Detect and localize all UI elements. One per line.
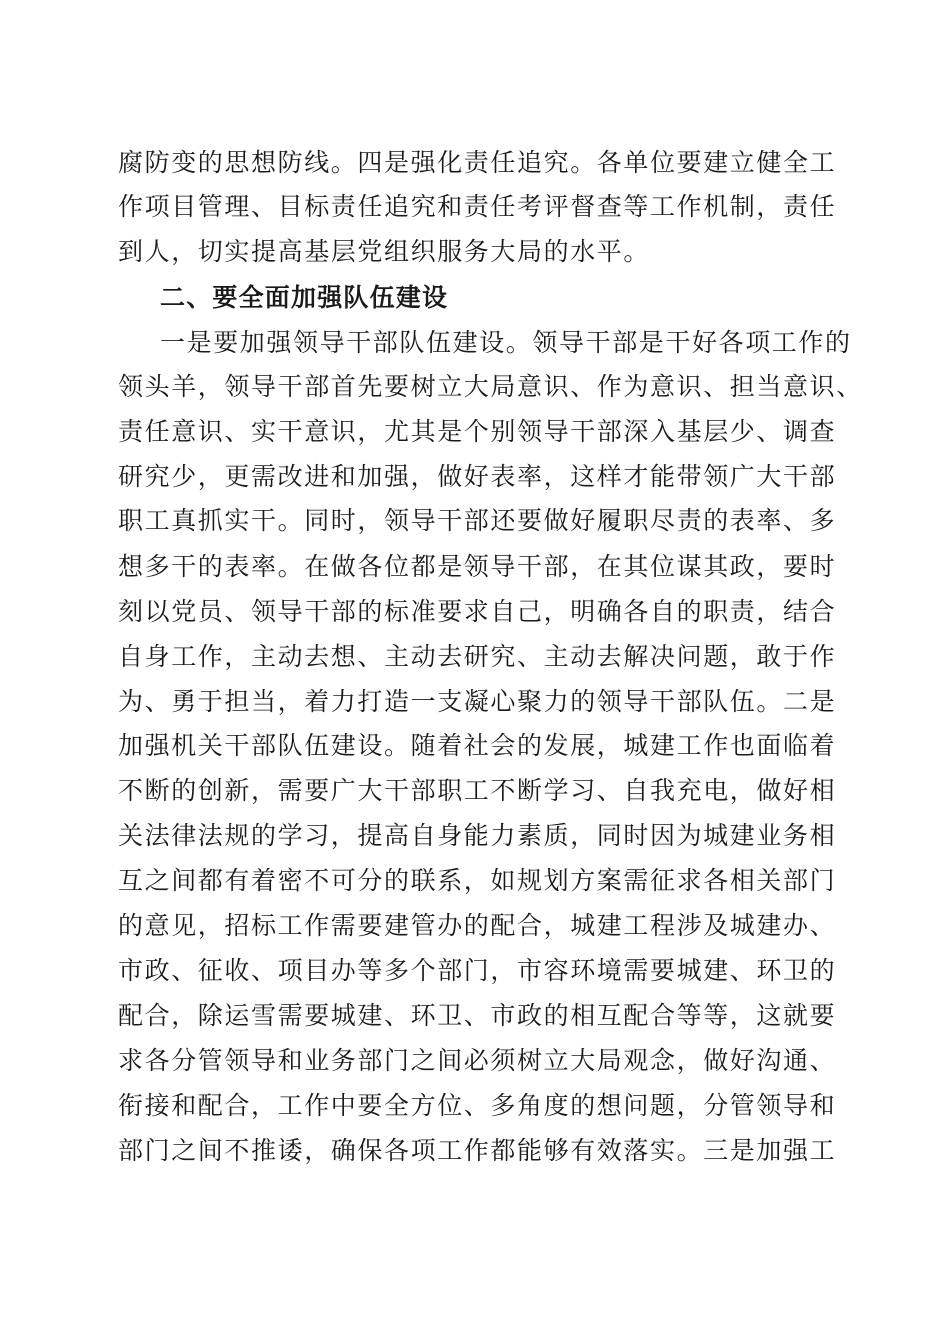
paragraph-line: 作项目管理、目标责任追究和责任考评督查等工作机制，责任 (118, 192, 837, 221)
paragraph-line: 刻以党员、领导干部的标准要求自己，明确各自的职责，结合 (118, 597, 837, 626)
paragraph-line: 的意见，招标工作需要建管办的配合，城建工程涉及城建办、 (118, 911, 837, 940)
paragraph-line: 为、勇于担当，着力打造一支凝心聚力的领导干部队伍。二是 (118, 687, 837, 716)
paragraph-line: 职工真抓实干。同时，领导干部还要做好履职尽责的表率、多 (118, 506, 837, 535)
paragraph-line: 一是要加强领导干部队伍建设。领导干部是干好各项工作的 (160, 328, 852, 357)
paragraph-line: 到人，切实提高基层党组织服务大局的水平。 (118, 237, 651, 266)
paragraph-line: 衔接和配合，工作中要全方位、多角度的想问题，分管领导和 (118, 1091, 837, 1120)
paragraph-line: 部门之间不推诿，确保各项工作都能够有效落实。三是加强工 (118, 1136, 837, 1165)
paragraph-line: 领头羊，领导干部首先要树立大局意识、作为意识、担当意识、 (118, 372, 863, 401)
paragraph-line: 责任意识、实干意识，尤其是个别领导干部深入基层少、调查 (118, 417, 837, 446)
paragraph-line: 加强机关干部队伍建设。随着社会的发展，城建工作也面临着 (118, 731, 837, 760)
paragraph-line: 配合，除运雪需要城建、环卫、市政的相互配合等等，这就要 (118, 1001, 837, 1030)
paragraph-line: 互之间都有着密不可分的联系，如规划方案需征求各相关部门 (118, 866, 837, 895)
paragraph-line: 关法律法规的学习，提高自身能力素质，同时因为城建业务相 (118, 821, 837, 850)
paragraph-line: 不断的创新，需要广大干部职工不断学习、自我充电，做好相 (118, 776, 837, 805)
paragraph-line: 腐防变的思想防线。四是强化责任追究。各单位要建立健全工 (118, 148, 837, 177)
paragraph-line: 想多干的表率。在做各位都是领导干部，在其位谋其政，要时 (118, 552, 837, 581)
paragraph-line: 研究少，更需改进和加强，做好表率，这样才能带领广大干部 (118, 462, 837, 491)
paragraph-line: 市政、征收、项目办等多个部门，市容环境需要城建、环卫的 (118, 956, 837, 985)
paragraph-line: 自身工作，主动去想、主动去研究、主动去解决问题，敢于作 (118, 642, 837, 671)
paragraph-line: 求各分管领导和业务部门之间必须树立大局观念，做好沟通、 (118, 1046, 837, 1075)
section-heading: 二、要全面加强队伍建设 (160, 283, 449, 312)
